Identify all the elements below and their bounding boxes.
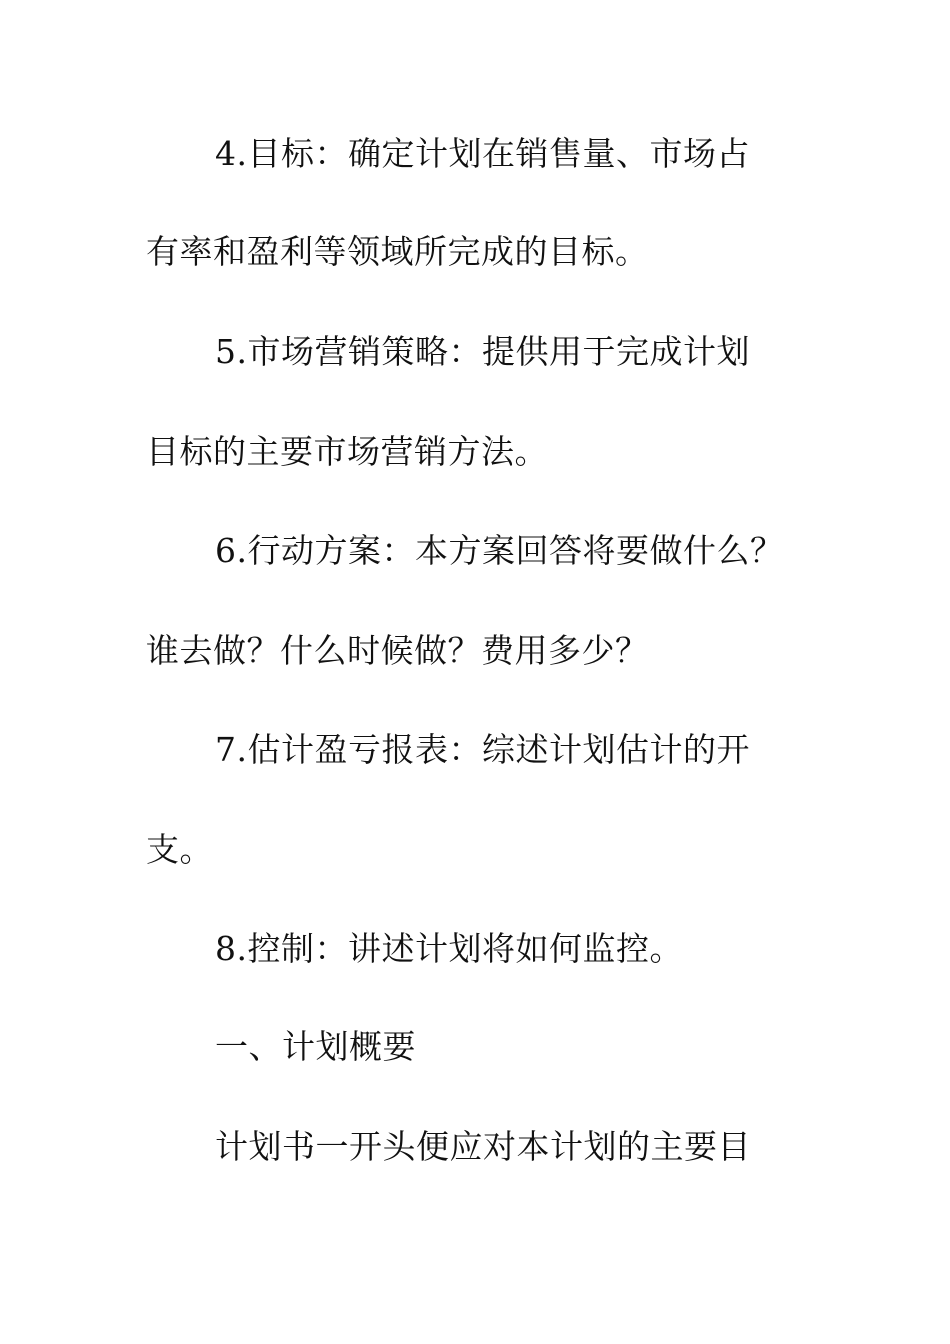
paragraph-item-6-line-1: 6.行动方案：本方案回答将要做什么？ <box>215 531 784 570</box>
paragraph-item-7-line-2: 支。 <box>146 830 213 869</box>
paragraph-item-8: 8.控制：讲述计划将如何监控。 <box>215 929 683 968</box>
paragraph-item-4-line-1: 4.目标：确定计划在销售量、市场占 <box>215 134 750 173</box>
paragraph-item-6-line-2: 谁去做？什么时候做？费用多少？ <box>146 631 649 670</box>
paragraph-item-4-line-2: 有率和盈利等领域所完成的目标。 <box>146 232 649 271</box>
paragraph-plan-summary-line-1: 计划书一开头便应对本计划的主要目 <box>215 1127 751 1166</box>
paragraph-item-5-line-2: 目标的主要市场营销方法。 <box>146 432 548 471</box>
section-heading-plan-summary: 一、计划概要 <box>215 1027 416 1066</box>
paragraph-item-5-line-1: 5.市场营销策略：提供用于完成计划 <box>215 332 750 371</box>
paragraph-item-7-line-1: 7.估计盈亏报表：综述计划估计的开 <box>215 730 750 769</box>
